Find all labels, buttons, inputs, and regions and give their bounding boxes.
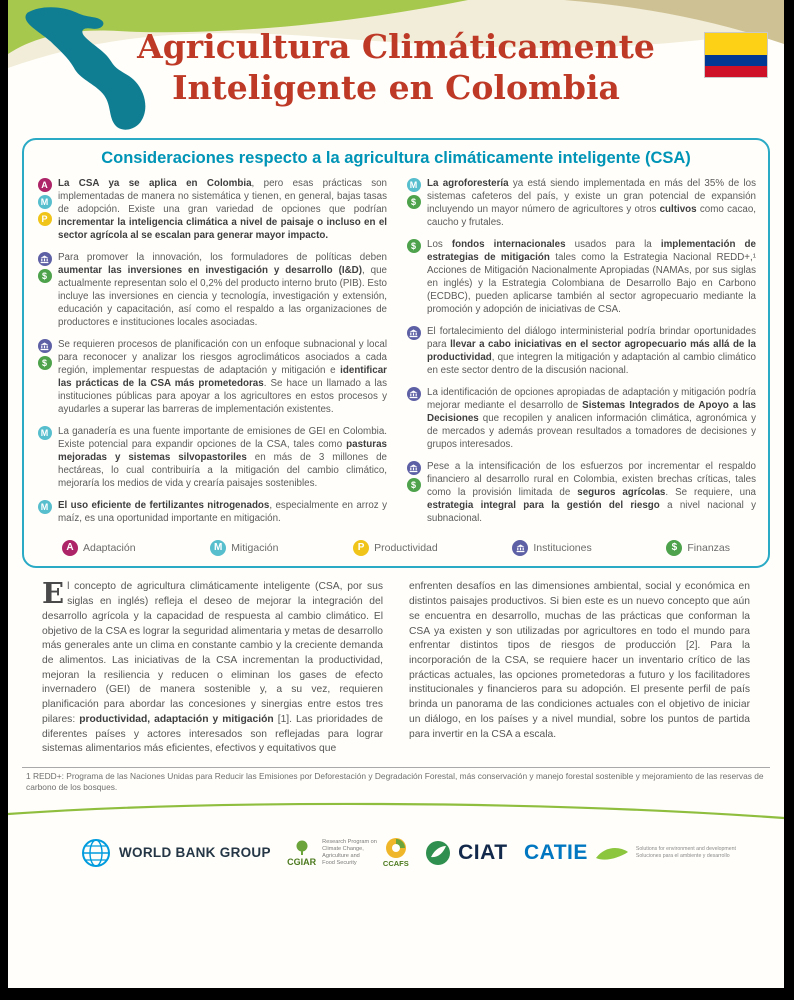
page-title-line2: Inteligente en Colombia [172, 68, 620, 108]
cgiar-program-line: Research Program on [322, 838, 377, 845]
legend-label: Mitigación [231, 542, 279, 555]
legend-item-adaptación [62, 540, 136, 556]
consideration-item [405, 177, 756, 229]
legend-item-productividad [353, 540, 438, 556]
consideration-item [36, 251, 387, 329]
flag-yellow-band [705, 33, 767, 55]
world-bank-globe-icon [80, 837, 112, 869]
finance-icon: $ [38, 269, 52, 283]
productivity-icon: P [353, 540, 369, 556]
catie-leaf-icon [595, 844, 629, 862]
icon-stack [405, 460, 422, 525]
consideration-item [405, 460, 756, 525]
institutions-icon [38, 339, 52, 353]
page-title-line1: Agricultura Climáticamente [137, 27, 655, 66]
consideration-item [405, 325, 756, 377]
mitigation-icon: M [210, 540, 226, 556]
adaptation-icon: A [38, 178, 52, 192]
ciat-logo [425, 840, 507, 866]
considerations-heading: Consideraciones respecto a la agricultura climáticamente inteligente (CSA) [101, 149, 691, 167]
ccafs-text: CCAFS [382, 859, 409, 869]
page-title [8, 26, 784, 109]
cgiar-program-text [322, 839, 377, 867]
icon-stack [405, 238, 422, 316]
icon-stack [36, 251, 53, 329]
mitigation-icon: M [38, 426, 52, 440]
considerations-left-column [36, 177, 387, 534]
institutions-icon [512, 540, 528, 556]
institutions-icon [407, 461, 421, 475]
cgiar-program-line: Food Security [322, 859, 357, 866]
ciat-text: CIAT [458, 840, 508, 864]
consideration-text: La CSA ya se aplica en Colombia, pero esas prácticas son implementadas de manera no sistemática y tienen, en general, bajas tasas de adopción. Existe una gran variedad de opciones que podrían incrementar la inteligencia climática a nivel de paisaje o incluso en el sector agrícola al se escalan para generar mayor impacto. [58, 178, 387, 242]
footnote: 1 REDD+: Programa de las Naciones Unidas para Reducir las Emisiones por Deforestación y Degradación Forestal, más conservación y manejo forestal sostenible y mejoramiento de las reservas de carbono de los bosques. [22, 767, 770, 794]
intro-column-1 [42, 576, 384, 757]
ccafs-column [383, 837, 409, 868]
icon-stack [405, 177, 422, 229]
productivity-icon: P [38, 212, 52, 226]
legend-label: Instituciones [533, 542, 592, 555]
legend-label: Finanzas [687, 542, 730, 555]
intro-text [8, 568, 784, 757]
finance-icon: $ [38, 356, 52, 370]
consideration-text: Pese a la intensificación de los esfuerzos por incrementar el respaldo financiero al desarrollo rural en Colombia, existen brechas críticas, tales como la provisión limitada de seguros agrícolas. Se requiere, una estrategia integral para la gestión del riesgo a nivel nacional y subnacional. [427, 461, 757, 525]
adaptation-icon: A [62, 540, 78, 556]
legend-label: Productividad [374, 542, 438, 555]
icon-legend [36, 534, 756, 560]
legend-item-mitigación [210, 540, 278, 556]
consideration-item [405, 386, 756, 451]
consideration-text: Para promover la innovación, los formuladores de políticas deben aumentar las inversiones en investigación y desarrollo (I&D), que actualmente representan solo el 0,2% del producto interno bruto (PIB). Esto incluye las inversiones en ciencia y tecnología, investigación y extensión, educación y capacitación, así como el respaldo a las organizaciones de productores e instituciones locales asociadas. [58, 252, 387, 329]
institutions-icon [407, 326, 421, 340]
flag-red-band [705, 66, 767, 77]
consideration-text: El uso eficiente de fertilizantes nitrogenados, especialmente en arroz y maíz, es una oportunidad importante en mitigación. [58, 500, 387, 525]
icon-stack [36, 499, 53, 525]
ccafs-emblem-icon [385, 837, 407, 859]
finance-icon: $ [407, 478, 421, 492]
mitigation-icon: M [38, 195, 52, 209]
finance-icon: $ [666, 540, 682, 556]
consideration-text: La ganadería es una fuente importante de emisiones de GEI en Colombia. Existe potencial para expandir opciones de la CSA, tales como pasturas mejoradas y sistemas silvopastoriles en más de 3 millones de hectáreas, lo cual contribuiría a la mitigación del cambio climático, mejoraría los medios de vida y crearía paisajes sostenibles. [58, 426, 387, 490]
cgiar-ccafs-logo [287, 837, 409, 868]
considerations-box [22, 138, 770, 568]
mitigation-icon: M [407, 178, 421, 192]
cgiar-tree-icon [293, 839, 311, 857]
institutions-icon [38, 252, 52, 266]
cgiar-column [287, 839, 316, 867]
cgiar-program-line: Agriculture and [322, 852, 360, 859]
consideration-item [405, 238, 756, 316]
footer-logos [8, 822, 784, 884]
header [8, 0, 784, 138]
intro-column-2: enfrenten desafíos en las dimensiones ambiental, social y económica en distintos paisajes productivos. Si bien este es un nuevo concepto que aún se encuentra en desarrollo, muchas de las prácticas que conforman la CSA ya existen y son utilizadas por agricultores en todo el mundo para enfrentar distintos tipos de riesgos de producción [2]. Para la incorporación de la CSA, se requiere hacer un inventario crítico de las prácticas actuales, las opciones prometedoras a futuro y los facilitadores institucionales y financieros para su adopción. El presente perfil de país brinda un panorama de las condiciones actuales con el objetivo de iniciar un diálogo, en los países y a nivel mundial, sobre los puntos de partida para invertir en la CSA a escala. [409, 581, 750, 740]
institutions-icon [407, 387, 421, 401]
world-bank-group-text: WORLD BANK GROUP [119, 845, 271, 861]
icon-stack [36, 177, 53, 242]
icon-stack [36, 425, 53, 490]
ciat-emblem-icon [425, 840, 451, 866]
consideration-text: La identificación de opciones apropiadas de adaptación y mitigación podría mejorar mediante el desarrollo de Sistemas Integrados de Apoyo a las Decisiones que recopilen y analicen información climática, agronómica y de mercados y además provean resultados a tomadores de decisiones y grupos interesados. [427, 387, 756, 451]
intro-column-1-text: l concepto de agricultura climáticamente inteligente (CSA, por sus siglas en inglés) refleja el deseo de mejorar la integración del desarrollo agrícola y la capacidad de respuesta al cambio climático. El objetivo de la CSA es lograr la seguridad alimentaria y metas de desarrollo más generales ante un clima en constante cambio y la creciente demanda de alimentos. Las iniciativas de la CSA incrementan la productividad, mejoran la resiliencia y reducen o eliminan los gases de efecto invernadero (GEI) de manera sostenible y, a su vez, requieren planificación para abordar las concesiones y sinergias entre estos tres pilares: productividad, adaptación y mitigación [1]. Las prioridades de diferentes países y actores interesados son reflejadas para lograr sistemas alimentarios más eficientes, efectivos y equitativos que [42, 581, 384, 755]
catie-tagline [636, 846, 736, 860]
icon-stack [405, 386, 422, 451]
icon-stack [405, 325, 422, 377]
document-page [8, 0, 784, 988]
catie-tagline-line: Soluciones para el ambiente y desarrollo [635, 852, 730, 859]
consideration-item [36, 338, 387, 416]
considerations-right-column [405, 177, 756, 534]
catie-tagline-line: Solutions for environment and development [635, 845, 736, 852]
consideration-text: Se requieren procesos de planificación con un enfoque subnacional y local para reconocer y analizar los riesgos agroclimáticos asociados a cada región, implementar respuestas de adaptación y mitigación e identificar las prácticas de la CSA más prometedoras. Se hace un llamado a las instituciones públicas para apoyar a los agricultores en estos procesos y ayudarles a superar las barreras de implementación existentes. [58, 339, 387, 416]
legend-label: Adaptación [83, 542, 136, 555]
footer-swoosh [8, 796, 784, 822]
cgiar-text: CGIAR [287, 856, 317, 867]
consideration-text: La agroforestería ya está siendo implementada en más del 35% de los sistemas cafeteros del país, y existe un gran potencial de expansión incluyendo un mayor número de agricultores y otros cultivos como cacao, caucho y frutales. [427, 178, 756, 229]
legend-item-instituciones [512, 540, 591, 556]
icon-stack [36, 338, 53, 416]
colombia-flag [704, 32, 768, 78]
finance-icon: $ [407, 239, 421, 253]
finance-icon: $ [407, 195, 421, 209]
cgiar-program-line: Climate Change, [322, 845, 364, 852]
consideration-item [36, 499, 387, 525]
consideration-item [36, 177, 387, 242]
mitigation-icon: M [38, 500, 52, 514]
legend-item-finanzas [666, 540, 730, 556]
considerations-columns [36, 177, 756, 534]
catie-logo [524, 841, 736, 865]
consideration-item [36, 425, 387, 490]
consideration-text: Los fondos internacionales usados para la implementación de estrategias de mitigación tales como la Estrategia Nacional REDD+,¹ Acciones de Mitigación Nacionalmente Apropiadas (NAMAs, por sus siglas en inglés) y la Estrategia Colombiana de Desarrollo Bajo en Carbono (ECDBC), pueden aplicarse también al sector agropecuario mediante la promoción y adopción de iniciativas de CSA. [427, 239, 756, 316]
catie-text: CATIE [523, 840, 588, 864]
consideration-text: El fortalecimiento del diálogo interministerial podría brindar oportunidades para llevar a cabo iniciativas en el sector agropecuario más allá de la productividad, que integren la mitigación y adaptación al cambio climático en este sector dentro de la discusión nacional. [427, 326, 756, 377]
world-bank-group-logo [80, 837, 271, 869]
dropcap: E [42, 576, 65, 611]
flag-blue-band [705, 55, 767, 66]
